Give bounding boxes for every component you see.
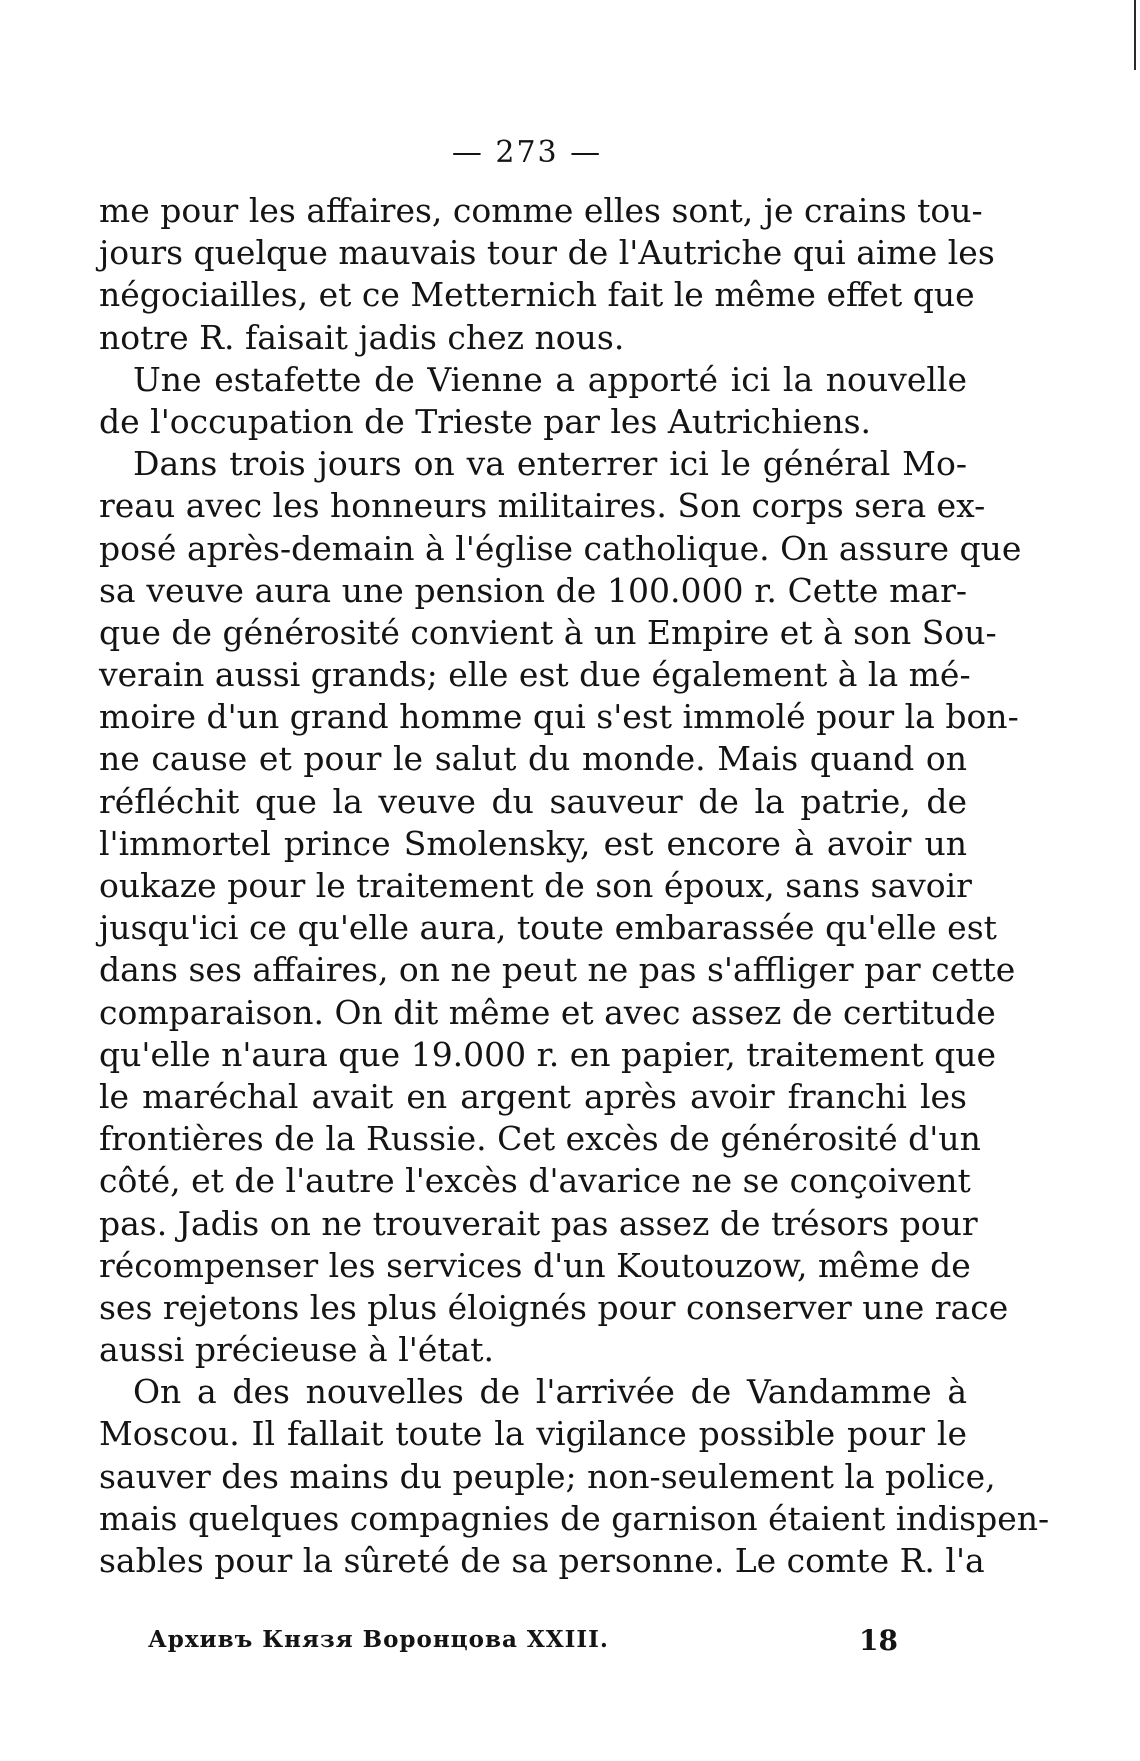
text-line: jours quelque mauvais tour de l'Autriche qui aime les (99, 233, 995, 273)
text-line: ne cause et pour le salut du monde. Mais quand on (99, 739, 967, 779)
text-line: jusqu'ici ce qu'elle aura, toute embarassée qu'elle est (99, 908, 997, 948)
text-line: notre R. faisait jadis chez nous. (99, 317, 625, 357)
text-line: comparaison. On dit même et avec assez de certitude (99, 992, 996, 1032)
signature-mark: 18 (859, 1624, 898, 1657)
text-line: verain aussi grands; elle est due également à la mé- (99, 655, 971, 695)
text-line: négociailles, et ce Metternich fait le même effet que (99, 275, 975, 315)
text-line: l'immortel prince Smolensky, est encore à avoir un (99, 823, 967, 863)
text-line: Moscou. Il fallait toute la vigilance possible pour le (99, 1414, 967, 1454)
text-line: mais quelques compagnies de garnison étaient indispen- (99, 1498, 1050, 1538)
text-line: reau avec les honneurs militaires. Son corps sera ex- (99, 486, 986, 526)
text-line: On a des nouvelles de l'arrivée de Vandamme à (133, 1372, 967, 1412)
body-text (99, 190, 1050, 1582)
text-line: qu'elle n'aura que 19.000 r. en papier, traitement que (99, 1034, 996, 1074)
text-line: frontières de la Russie. Cet excès de générosité d'un (99, 1119, 981, 1159)
text-line: que de générosité convient à un Empire et à son Sou- (99, 612, 997, 652)
text-line: sables pour la sûreté de sa personne. Le comte R. l'a (99, 1541, 985, 1580)
text-line: réfléchit que la veuve du sauveur de la patrie, de (99, 781, 967, 821)
page-number: — 273 — (451, 135, 603, 170)
footer-title: Архивъ Князя Воронцова XXIII. (148, 1626, 609, 1653)
text-line: dans ses affaires, on ne peut ne pas s'affliger par cette (99, 950, 1016, 990)
text-line: sa veuve aura une pension de 100.000 r. Cette mar- (99, 570, 967, 610)
scan-edge-line (1134, 0, 1136, 70)
text-line: me pour les affaires, comme elles sont, je crains tou- (99, 191, 983, 230)
text-line: le maréchal avait en argent après avoir franchi les (99, 1076, 967, 1116)
text-line: récompenser les services d'un Koutouzow, même de (99, 1245, 971, 1285)
text-line: sauver des mains du peuple; non-seulement la police, (99, 1456, 996, 1496)
text-line: moire d'un grand homme qui s'est immolé pour la bon- (99, 697, 1019, 737)
text-line: Une estafette de Vienne a apporté ici la nouvelle (133, 359, 967, 399)
text-line: ses rejetons les plus éloignés pour conserver une race (99, 1287, 1009, 1327)
text-line: pas. Jadis on ne trouverait pas assez de trésors pour (99, 1203, 978, 1243)
text-line: posé après-demain à l'église catholique. On assure que (99, 528, 1022, 568)
text-line: Dans trois jours on va enterrer ici le général Mo- (133, 444, 967, 484)
text-line: aussi précieuse à l'état. (99, 1330, 495, 1370)
text-line: oukaze pour le traitement de son époux, sans savoir (99, 866, 972, 905)
text-line: de l'occupation de Trieste par les Autrichiens. (99, 401, 872, 441)
text-line: côté, et de l'autre l'excès d'avarice ne se conçoivent (99, 1161, 971, 1201)
